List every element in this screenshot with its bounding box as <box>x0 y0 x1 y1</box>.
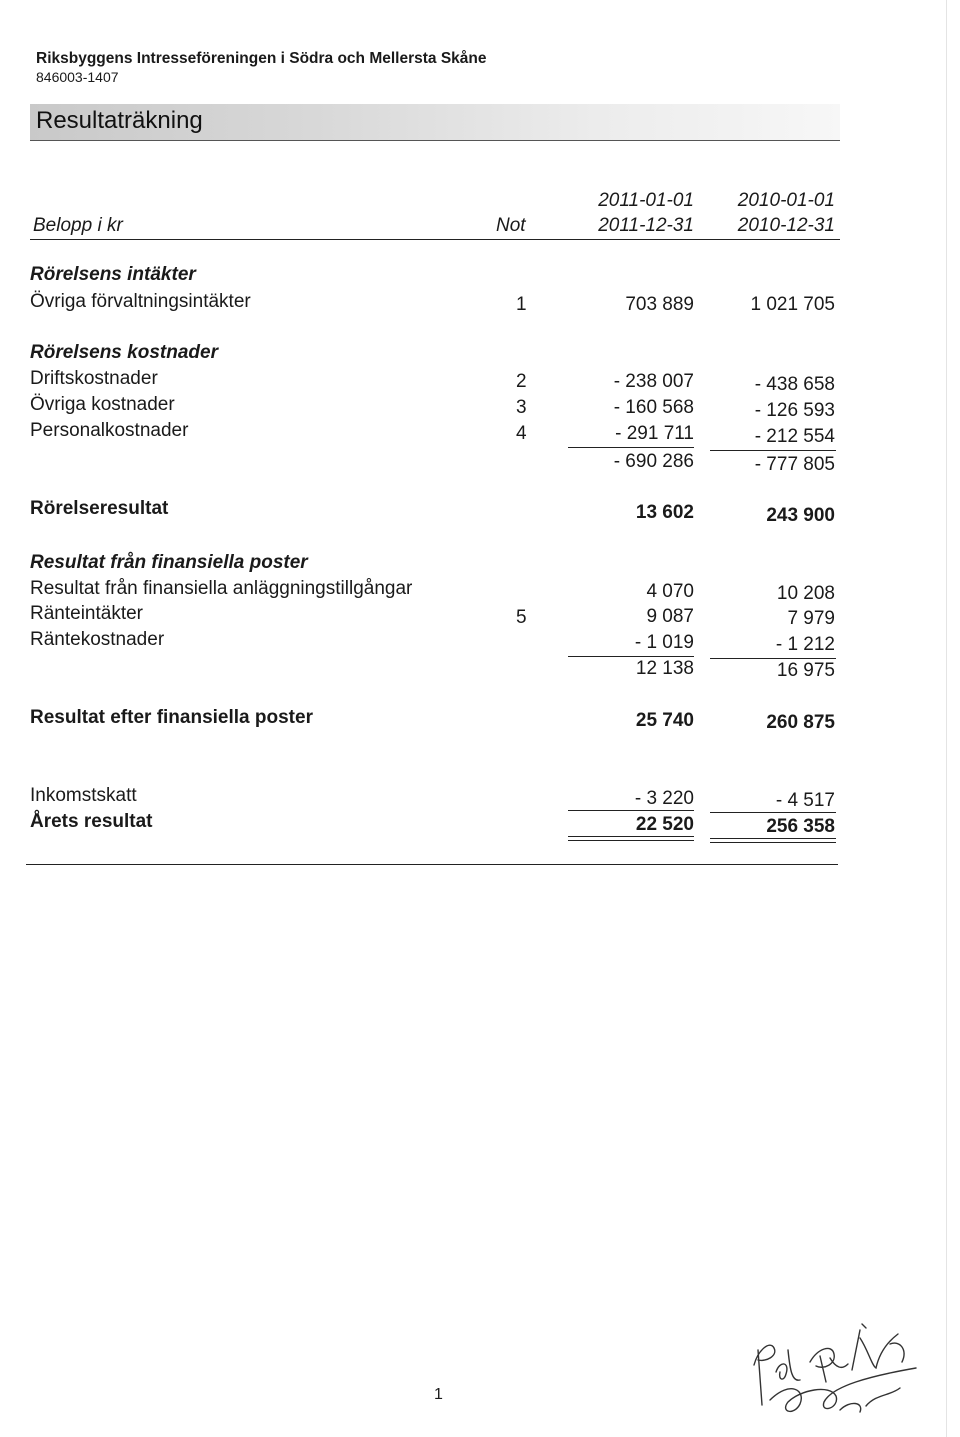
period2-from: 2010-01-01 <box>737 190 835 211</box>
row-value-2011: 13 602 <box>635 502 694 523</box>
row-value-2011: 703 889 <box>625 294 694 315</box>
row-value-2010: - 126 593 <box>754 400 835 421</box>
row-value-2010: 10 208 <box>776 583 835 604</box>
row-value-2010: - 1 212 <box>775 634 835 655</box>
period1-to: 2011-12-31 <box>598 215 694 236</box>
row-value-2011: 4 070 <box>646 581 694 602</box>
row-label: Årets resultat <box>30 811 153 832</box>
row-label: Personalkostnader <box>30 420 189 441</box>
section-revenue: Rörelsens intäkter <box>30 264 196 285</box>
row-value-2010: 260 875 <box>766 712 835 733</box>
row-note: 5 <box>516 607 527 628</box>
section-financial: Resultat från finansiella poster <box>30 552 308 573</box>
amount-unit-label: Belopp i kr <box>33 215 123 236</box>
row-note: 1 <box>516 294 527 315</box>
row-label: Resultat från finansiella anläggningstillgångar <box>30 578 413 599</box>
row-value-2011: 22 520 <box>635 814 694 835</box>
subtotal-rule-2010 <box>710 450 836 451</box>
row-value-2011: - 291 711 <box>615 423 694 444</box>
row-label: Räntekostnader <box>30 629 165 650</box>
period1-from: 2011-01-01 <box>598 190 694 211</box>
double-rule-2010-top <box>710 838 836 839</box>
subtotal-value-2010: - 777 805 <box>754 454 835 475</box>
organization-number: 846003-1407 <box>36 69 119 85</box>
period2-to: 2010-12-31 <box>737 215 835 236</box>
title-bar <box>30 104 840 141</box>
row-value-2010: 1 021 705 <box>750 294 835 315</box>
note-column-label: Not <box>496 215 526 236</box>
subtotal-rule-2010 <box>710 658 836 659</box>
row-value-2010: - 212 554 <box>754 426 835 447</box>
row-value-2010: - 438 658 <box>754 374 835 395</box>
row-value-2011: - 238 007 <box>613 371 694 392</box>
row-value-2010: 256 358 <box>766 816 835 837</box>
row-label: Övriga förvaltningsintäkter <box>30 291 251 312</box>
subtotal-value-2010: 16 975 <box>776 660 835 681</box>
subtotal-rule-2011 <box>568 447 694 448</box>
row-value-2010: - 4 517 <box>775 790 835 811</box>
row-note: 4 <box>516 423 527 444</box>
subtotal-value-2011: - 690 286 <box>613 451 694 472</box>
page-title: Resultaträkning <box>36 107 203 134</box>
subtotal-rule-2011 <box>568 656 694 657</box>
end-rule <box>26 864 838 865</box>
organization-name: Riksbyggens Intresseföreningen i Södra och Mellersta Skåne <box>36 50 487 67</box>
double-rule-2010-bottom <box>710 842 836 843</box>
row-value-2011: - 3 220 <box>634 788 694 809</box>
row-value-2011: 9 087 <box>646 606 694 627</box>
row-label: Resultat efter finansiella poster <box>30 707 313 728</box>
total-rule-2011 <box>568 810 694 811</box>
subtotal-value-2011: 12 138 <box>635 658 694 679</box>
row-label: Rörelseresultat <box>30 498 169 519</box>
page-number: 1 <box>434 1386 443 1403</box>
row-label: Övriga kostnader <box>30 394 175 415</box>
row-value-2011: 25 740 <box>635 710 694 731</box>
double-rule-2011-bottom <box>568 840 694 841</box>
section-costs: Rörelsens kostnader <box>30 342 218 363</box>
double-rule-2011-top <box>568 836 694 837</box>
row-value-2011: - 1 019 <box>634 632 694 653</box>
row-value-2010: 7 979 <box>787 608 835 629</box>
row-value-2011: - 160 568 <box>613 397 694 418</box>
page-edge-line <box>946 0 947 1437</box>
row-note: 2 <box>516 371 527 392</box>
signatures <box>740 1310 940 1430</box>
row-note: 3 <box>516 397 527 418</box>
row-label: Ränteintäkter <box>30 603 144 624</box>
header-rule <box>30 239 840 240</box>
row-value-2010: 243 900 <box>766 505 835 526</box>
row-label: Inkomstskatt <box>30 785 137 806</box>
total-rule-2010 <box>710 812 836 813</box>
row-label: Driftskostnader <box>30 368 158 389</box>
